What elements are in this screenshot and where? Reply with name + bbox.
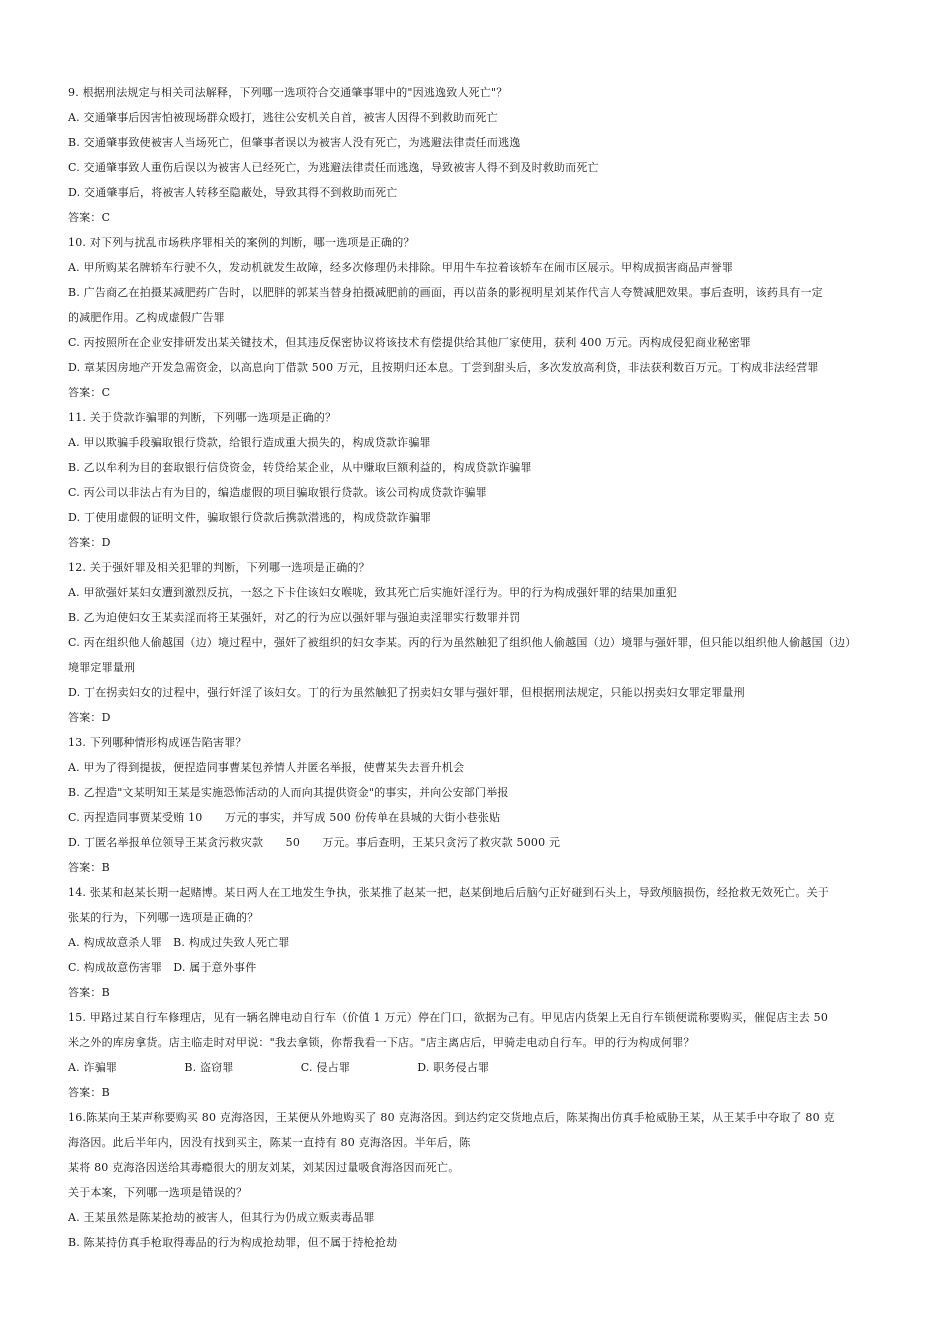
q13-option-d: D. 丁匿名举报单位领导王某贪污救灾款 50 万元。事后查明，王某只贪污了救灾款 5000 元 [68, 836, 561, 849]
q12-option-c-cont: 境罪定罪量刑 [68, 661, 136, 674]
q10-option-c: C. 丙按照所在企业安排研发出某关键技术，但其违反保密协议将该技术有偿提供给其他厂家使用，获利 400 万元。丙构成侵犯商业秘密罪 [68, 336, 752, 349]
q10-option-a: A. 甲所购某名牌轿车行驶不久，发动机就发生故障，经多次修理仍未排除。甲用牛车拉着该轿车在闹市区展示。甲构成损害商品声誉罪 [68, 261, 734, 274]
q15-stem-cont: 米之外的库房拿货。店主临走时对甲说："我去拿锁，你帮我看一下店。"店主离店后，甲骑走电动自行车。甲的行为构成何罪？ [68, 1036, 695, 1049]
q15-answer: 答案：B [68, 1086, 110, 1099]
q14-options-cd: C. 构成故意伤害罪 D. 属于意外事件 [68, 961, 257, 974]
q16-option-a: A. 王某虽然是陈某抢劫的被害人，但其行为仍成立贩卖毒品罪 [68, 1211, 375, 1224]
q9-option-c: C. 交通肇事致人重伤后误以为被害人已经死亡，为逃避法律责任而逃逸，导致被害人得不到及时救助而死亡 [68, 161, 599, 174]
q14-options-ab: A. 构成故意杀人罪 B. 构成过失致人死亡罪 [68, 936, 290, 949]
q10-option-d: D. 章某因房地产开发急需资金，以高息向丁借款 500 万元，且按期归还本息。丁尝到甜头后，多次发放高利贷，非法获利数百万元。丁构成非法经营罪 [68, 361, 819, 374]
q11-answer: 答案：D [68, 536, 111, 549]
q14-stem: 14. 张某和赵某长期一起赌博。某日两人在工地发生争执，张某推了赵某一把，赵某倒地后后脑勺正好碰到石头上，导致颅脑损伤，经抢救无效死亡。关于 [68, 886, 829, 899]
q13-option-b: B. 乙捏造"文某明知王某是实施恐怖活动的人而向其提供资金"的事实，并向公安部门举报 [68, 786, 509, 799]
q16-stem-cont-1: 海洛因。此后半年内，因没有找到买主，陈某一直持有 80 克海洛因。半年后，陈 [68, 1136, 471, 1149]
q15-stem: 15. 甲路过某自行车修理店，见有一辆名牌电动自行车（价值 1 万元）停在门口，欲据为己有。甲见店内货架上无自行车锁便谎称要购买，催促店主去 50 [68, 1011, 829, 1024]
q13-option-c: C. 丙捏造同事贾某受贿 10 万元的事实，并写成 500 份传单在县城的大街小巷张贴 [68, 811, 501, 824]
q16-stem-cont-2: 某将 80 克海洛因送给其毒瘾很大的朋友刘某，刘某因过量吸食海洛因而死亡。 [68, 1161, 460, 1174]
q9-stem: 9. 根据刑法规定与相关司法解释，下列哪一选项符合交通肇事罪中的"因逃逸致人死亡"？ [68, 86, 508, 99]
q12-option-a: A. 甲欲强奸某妇女遭到激烈反抗，一怒之下卡住该妇女喉咙，致其死亡后实施奸淫行为。甲的行为构成强奸罪的结果加重犯 [68, 586, 678, 599]
q14-answer: 答案：B [68, 986, 110, 999]
q12-option-d: D. 丁在拐卖妇女的过程中，强行奸淫了该妇女。丁的行为虽然触犯了拐卖妇女罪与强奸罪，但根据刑法规定，只能以拐卖妇女罪定罪量刑 [68, 686, 745, 699]
q9-option-b: B. 交通肇事致使被害人当场死亡，但肇事者误以为被害人没有死亡，为逃避法律责任而逃逸 [68, 136, 521, 149]
q15-options: A. 诈骗罪 B. 盗窃罪 C. 侵占罪 D. 职务侵占罪 [68, 1061, 490, 1074]
q14-stem-cont: 张某的行为，下列哪一选项是正确的？ [68, 911, 259, 924]
q13-answer: 答案：B [68, 861, 110, 874]
q12-option-b: B. 乙为迫使妇女王某卖淫而将王某强奸，对乙的行为应以强奸罪与强迫卖淫罪实行数罪并罚 [68, 611, 521, 624]
q9-option-d: D. 交通肇事后，将被害人转移至隐蔽处，导致其得不到救助而死亡 [68, 186, 398, 199]
q10-stem: 10. 对下列与扰乱市场秩序罪相关的案例的判断，哪一选项是正确的？ [68, 236, 415, 249]
q16-stem: 16.陈某向王某声称要购买 80 克海洛因，王某便从外地购买了 80 克海洛因。到达约定交货地点后，陈某掏出仿真手枪威胁王某，从王某手中夺取了 80 克 [68, 1111, 835, 1124]
q11-option-b: B. 乙以牟利为目的套取银行信贷资金，转贷给某企业，从中赚取巨额利益的，构成贷款诈骗罪 [68, 461, 532, 474]
q11-stem: 11. 关于贷款诈骗罪的判断，下列哪一选项是正确的？ [68, 411, 337, 424]
q16-question: 关于本案，下列哪一选项是错误的？ [68, 1186, 248, 1199]
q9-answer: 答案：C [68, 211, 111, 224]
q11-option-a: A. 甲以欺骗手段骗取银行贷款，给银行造成重大损失的，构成贷款诈骗罪 [68, 436, 431, 449]
q13-option-a: A. 甲为了得到提拔，便捏造同事曹某包养情人并匿名举报，使曹某失去晋升机会 [68, 761, 465, 774]
q10-answer: 答案：C [68, 386, 111, 399]
q11-option-c: C. 丙公司以非法占有为目的，编造虚假的项目骗取银行贷款。该公司构成贷款诈骗罪 [68, 486, 487, 499]
q12-option-c: C. 丙在组织他人偷越国（边）境过程中，强奸了被组织的妇女李某。丙的行为虽然触犯了组织他人偷越国（边）境罪与强奸罪，但只能以组织他人偷越国（边） [68, 636, 857, 649]
q9-option-a: A. 交通肇事后因害怕被现场群众殴打，逃往公安机关自首，被害人因得不到救助而死亡 [68, 111, 498, 124]
q10-option-b-cont: 的减肥作用。乙构成虚假广告罪 [68, 311, 225, 324]
q10-option-b: B. 广告商乙在拍摄某减肥药广告时，以肥胖的郭某当替身拍摄减肥前的画面，再以苗条的影视明星刘某作代言人夸赞减肥效果。事后查明，该药具有一定 [68, 286, 823, 299]
q12-stem: 12. 关于强奸罪及相关犯罪的判断，下列哪一选项是正确的？ [68, 561, 370, 574]
q16-option-b: B. 陈某持仿真手枪取得毒品的行为构成抢劫罪，但不属于持枪抢劫 [68, 1236, 398, 1249]
q13-stem: 13. 下列哪种情形构成诬告陷害罪？ [68, 736, 247, 749]
q11-option-d: D. 丁使用虚假的证明文件，骗取银行贷款后携款潜逃的，构成贷款诈骗罪 [68, 511, 432, 524]
q12-answer: 答案：D [68, 711, 111, 724]
